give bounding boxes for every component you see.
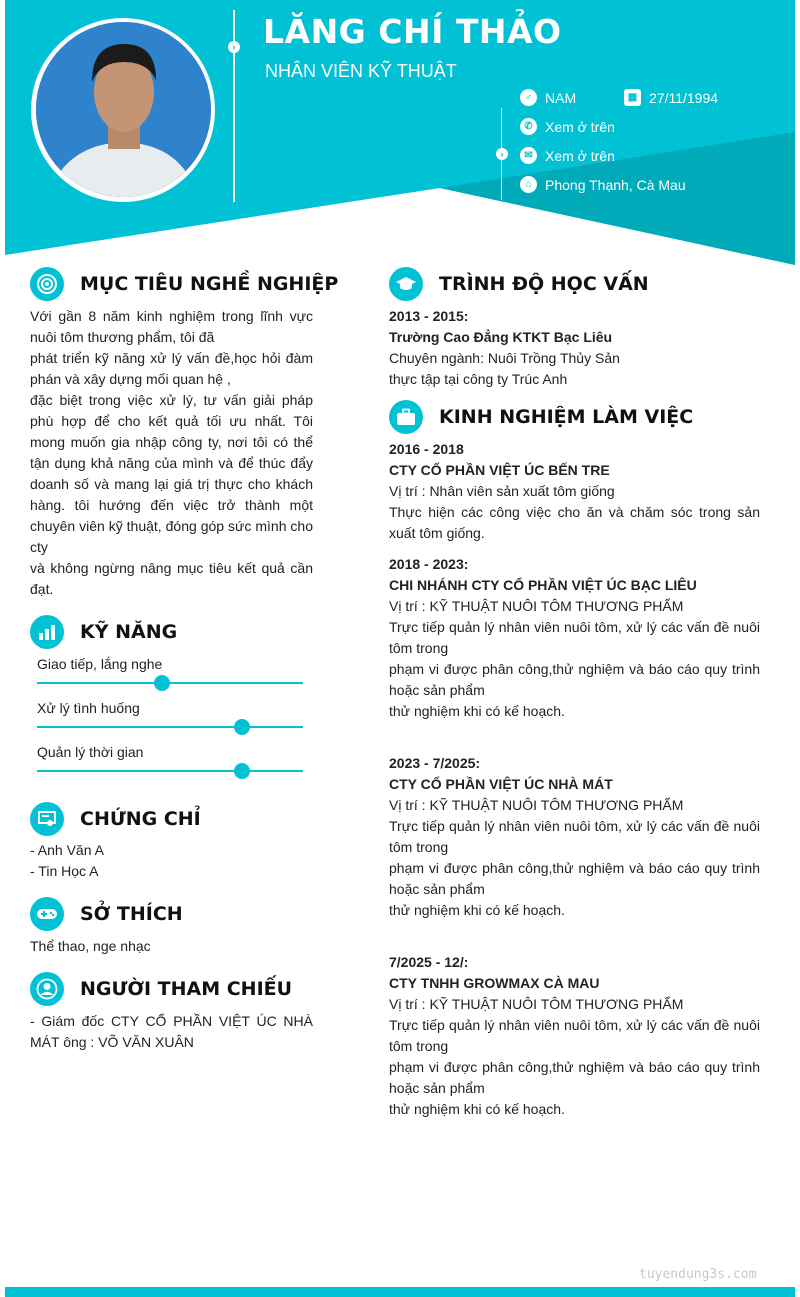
briefcase-icon <box>389 400 423 434</box>
phone-row <box>520 118 615 135</box>
address-row <box>520 176 686 193</box>
job-line: Trực tiếp quản lý nhân viên nuôi tôm, xử lý các vấn đề nuôi tôm trong <box>389 818 760 855</box>
objective-text <box>30 306 313 600</box>
person-icon <box>30 972 64 1006</box>
job-period: 7/2025 - 12/: <box>389 954 469 970</box>
certificate-icon <box>30 802 64 836</box>
certificates-list <box>30 840 104 882</box>
job-line: phạm vi được phân công,thử nghiệm và báo cáo quy trình hoặc sản phẩm <box>389 661 760 698</box>
objective-heading: MỤC TIÊU NGHỀ NGHIỆP <box>30 267 338 301</box>
home-icon: ⌂ <box>520 176 537 193</box>
email-value: Xem ở trên <box>545 147 615 164</box>
avatar <box>36 22 211 197</box>
bar-chart-icon <box>30 615 64 649</box>
skill-label: Xử lý tình huống <box>37 700 140 716</box>
objective-line: đặc biệt trong việc xử lý, tư vấn giải pháp phù hợp để cho kết quả tối ưu nhất. Tôi mong muốn gia nhập công ty, nơi tôi có thể tận dụng khả năng của mình và để thúc đẩy doanh số và mang lại giá trị thực cho khách hàng. tôi hướng đến việc trở thành một chuyên viên kỹ thuật, đóng góp sức mình cho cty <box>30 392 313 555</box>
references-text: - Giám đốc CTY CỔ PHẦN VIỆT ÚC NHÀ MÁT ông : VÕ VĂN XUÂN <box>30 1013 313 1050</box>
gender-icon: ♂ <box>520 89 537 106</box>
graduation-cap-icon <box>389 267 423 301</box>
job-line: Trực tiếp quản lý nhân viên nuôi tôm, xử lý các vấn đề nuôi tôm trong <box>389 1017 760 1054</box>
job-period: 2016 - 2018 <box>389 441 464 457</box>
phone-value: Xem ở trên <box>545 118 615 135</box>
hobbies-heading: SỞ THÍCH <box>30 897 183 931</box>
email-icon: ✉ <box>520 147 537 164</box>
skill-bar <box>37 682 303 684</box>
job-line: Vị trí : KỸ THUẬT NUÔI TÔM THƯƠNG PHẨM <box>389 598 684 614</box>
calendar-icon: ▦ <box>624 89 641 106</box>
experience-item <box>389 439 760 544</box>
skill-level-knob <box>234 719 250 735</box>
experience-item <box>389 554 760 722</box>
skill-level-knob <box>234 763 250 779</box>
experience-item <box>389 753 760 921</box>
gender-row <box>520 89 576 106</box>
chevron-right-icon: › <box>496 148 508 160</box>
job-line: phạm vi được phân công,thử nghiệm và báo cáo quy trình hoặc sản phẩm <box>389 860 760 897</box>
birthday-value: 27/11/1994 <box>649 89 719 106</box>
gender-value: NAM <box>545 89 577 106</box>
footer-bar <box>5 1287 795 1297</box>
experience-heading: KINH NGHIỆM LÀM VIỆC <box>389 400 693 434</box>
target-icon <box>30 267 64 301</box>
skill-bar <box>37 726 303 728</box>
objective-line: phát triển kỹ năng xử lý vấn đề,học hỏi đàm phán và xây dựng mối quan hệ , <box>30 350 313 387</box>
job-line: Vị trí : Nhân viên sản xuất tôm giống <box>389 483 615 499</box>
job-title: NHÂN VIÊN KỸ THUẬT <box>265 61 457 81</box>
education-major: Chuyên ngành: Nuôi Trồng Thủy Sản <box>389 350 620 366</box>
education-block <box>389 306 760 390</box>
skill-label: Giao tiếp, lắng nghe <box>37 656 163 672</box>
birthday-row <box>624 89 718 106</box>
job-line: Trực tiếp quản lý nhân viên nuôi tôm, xử lý các vấn đề nuôi tôm trong <box>389 619 760 656</box>
address-value: Phong Thạnh, Cà Mau <box>545 176 686 193</box>
certificate-item: - Anh Văn A <box>30 842 104 858</box>
hobbies-text: Thể thao, nge nhạc <box>30 938 151 954</box>
job-period: 2018 - 2023: <box>389 556 469 572</box>
job-line: phạm vi được phân công,thử nghiệm và báo cáo quy trình hoặc sản phẩm <box>389 1059 760 1096</box>
education-note: thực tập tại công ty Trúc Anh <box>389 371 568 387</box>
chevron-right-icon: › <box>228 41 240 53</box>
job-company: CHI NHÁNH CTY CỔ PHẦN VIỆT ÚC BẠC LIÊU <box>389 577 697 593</box>
objective-line: và không ngừng nâng mục tiêu kết quả cần đạt. <box>30 560 313 597</box>
certificates-heading: CHỨNG CHỈ <box>30 802 201 836</box>
job-company: CTY CỔ PHẦN VIỆT ÚC NHÀ MÁT <box>389 776 613 792</box>
skill-label: Quản lý thời gian <box>37 744 144 760</box>
objective-line: Với gần 8 năm kinh nghiệm trong lĩnh vực nuôi tôm thương phẩm, tôi đã <box>30 308 313 345</box>
phone-icon: ✆ <box>520 118 537 135</box>
education-school: Trường Cao Đẳng KTKT Bạc Liêu <box>389 329 613 345</box>
references-heading: NGƯỜI THAM CHIẾU <box>30 972 292 1006</box>
email-row <box>520 147 615 164</box>
watermark: tuyendung3s.com <box>639 1267 757 1282</box>
job-line: thử nghiệm khi có kế hoạch. <box>389 1101 565 1117</box>
gamepad-icon <box>30 897 64 931</box>
job-company: CTY TNHH GROWMAX CÀ MAU <box>389 975 600 991</box>
job-line: Vị trí : KỸ THUẬT NUÔI TÔM THƯƠNG PHẨM <box>389 797 684 813</box>
skill-level-knob <box>154 675 170 691</box>
job-company: CTY CỔ PHẦN VIỆT ÚC BẾN TRE <box>389 462 610 478</box>
candidate-name: LĂNG CHÍ THẢO <box>263 12 562 51</box>
job-line: Vị trí : KỸ THUẬT NUÔI TÔM THƯƠNG PHẨM <box>389 996 684 1012</box>
certificate-item: - Tin Học A <box>30 863 99 879</box>
job-line: thử nghiệm khi có kế hoạch. <box>389 902 565 918</box>
experience-item <box>389 952 760 1120</box>
header-divider <box>233 10 235 202</box>
job-line: thử nghiệm khi có kế hoạch. <box>389 703 565 719</box>
skills-heading: KỸ NĂNG <box>30 615 177 649</box>
job-line: Thực hiện các công việc cho ăn và chăm sóc trong sản xuất tôm giống. <box>389 504 760 541</box>
education-heading: TRÌNH ĐỘ HỌC VẤN <box>389 267 649 301</box>
job-period: 2023 - 7/2025: <box>389 755 481 771</box>
skill-bar <box>37 770 303 772</box>
education-period: 2013 - 2015: <box>389 308 469 324</box>
